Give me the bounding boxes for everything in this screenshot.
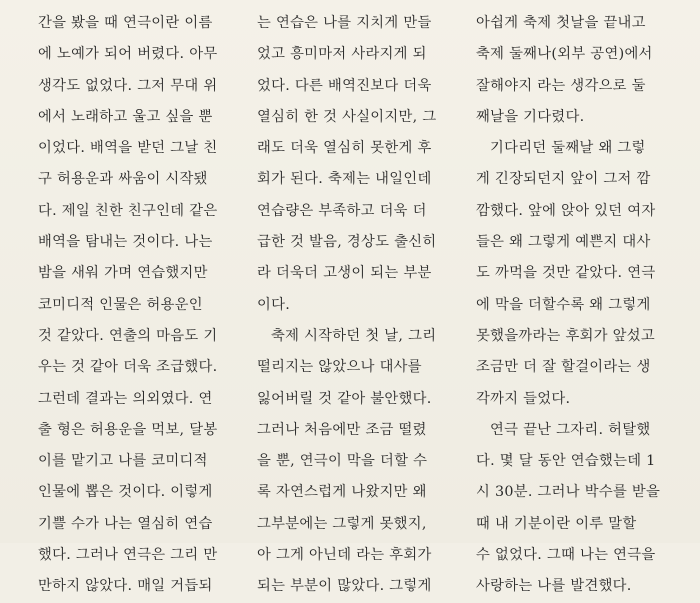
text-line: 깜했다. 앞에 앉아 있던 여자 — [476, 202, 656, 219]
text-line: 다. 몇 달 동안 연습했는데 1 — [476, 453, 656, 470]
text-line: 에서 노래하고 울고 싶을 뿐 — [38, 108, 213, 125]
text-line: 라 더욱더 고생이 되는 부분 — [257, 265, 432, 282]
text-line: 는 연습은 나를 지치게 만들 — [257, 15, 432, 31]
text-line: 코미디적 인물은 허용운인 — [38, 296, 203, 313]
text-line: 을 뿐, 연극이 막을 더할 수 — [257, 453, 428, 470]
text-line: 들은 왜 그렇게 예쁜지 대사 — [476, 234, 651, 251]
text-line: 잃어버릴 것 같아 불안했다. — [257, 390, 432, 407]
text-line: 연극 끝난 그자리. 허탈했 — [490, 421, 651, 438]
text-line: 배역을 탐내는 것이다. 나는 — [38, 234, 213, 251]
text-line: 게 긴장되던지 앞이 그저 깜 — [476, 171, 651, 188]
text-line: 이었다. 배역을 받던 그날 친 — [38, 140, 218, 157]
text-line: 었고 흥미마저 사라지게 되 — [257, 46, 427, 63]
text-line: 우는 것 같아 더욱 조급했다. — [38, 359, 218, 376]
text-line: 이다. — [257, 296, 291, 313]
text-line: 출 형은 허용운을 먹보, 달봉 — [38, 421, 218, 438]
text-line: 째날을 기다렸다. — [476, 108, 585, 125]
text-line: 축제 둘째나(외부 공연)에서 — [476, 46, 653, 63]
text-line: 에 노예가 되어 버렸다. 아무 — [38, 46, 218, 63]
text-column-1 — [38, 8, 238, 603]
text-line: 기다리던 둘째날 왜 그렇 — [490, 140, 646, 157]
text-line: 각까지 들었다. — [476, 390, 571, 407]
text-line: 떨리지는 않았으나 대사를 — [257, 359, 422, 376]
text-line: 밤을 새워 가며 연습했지만 — [38, 265, 208, 282]
text-line: 다. 제일 친한 친구인데 같은 — [38, 202, 218, 219]
text-line: 록 자연스럽게 나왔지만 왜 — [257, 484, 427, 501]
text-line: 구 허용운과 싸움이 시작됐 — [38, 171, 208, 188]
text-line: 기쁠 수가 나는 열심히 연습 — [38, 515, 213, 532]
text-line: 했다. 그러나 연극은 그리 만 — [38, 547, 218, 564]
text-line: 생각도 없었다. 그저 무대 위 — [38, 77, 218, 94]
text-line: 연습량은 부족하고 더욱 더 — [257, 202, 427, 219]
text-line: 못했을까라는 후회가 앞섰고 — [476, 327, 656, 344]
text-line: 시 30분. 그러나 박수를 받을 — [476, 484, 661, 501]
text-column-2 — [257, 8, 453, 603]
text-line: 회가 된다. 축제는 내일인데 — [257, 171, 432, 188]
text-line: 도 까먹을 것만 같았다. 연극 — [476, 265, 656, 282]
text-line: 잘해야지 라는 생각으로 둘 — [476, 77, 646, 94]
text-line: 에 막을 더할수록 왜 그렇게 — [476, 296, 651, 313]
text-line: 만하지 않았다. 매일 거듭되 — [38, 578, 213, 595]
text-line: 조금만 더 잘 할걸이라는 생 — [476, 359, 651, 376]
text-line: 때 내 기분이란 이루 말할 — [476, 515, 637, 532]
text-line: 축제 시작하던 첫 날, 그리 — [271, 327, 437, 344]
text-line: 수 없었다. 그때 나는 연극을 — [476, 547, 656, 564]
text-line: 래도 더욱 열심히 못한게 후 — [257, 140, 432, 157]
text-line: 그런데 결과는 의외였다. 연 — [38, 390, 213, 407]
text-line: 었다. 다른 배역진보다 더욱 — [257, 77, 432, 94]
text-line: 간을 봤을 때 연극이란 이름 — [38, 15, 213, 31]
text-line: 되는 부분이 많았다. 그렇게 — [257, 578, 432, 595]
text-line: 아쉽게 축제 첫날을 끝내고 — [476, 15, 646, 31]
text-line: 아 그게 아닌데 라는 후회가 — [257, 547, 432, 564]
text-line: 열심히 한 것 사실이지만, 그 — [257, 108, 437, 125]
text-line: 그부분에는 그렇게 못했지, — [257, 515, 427, 532]
text-line: 것 같았다. 연출의 마음도 기 — [38, 327, 218, 344]
text-column-3 — [476, 8, 676, 603]
text-line: 인물에 뽑은 것이다. 이렇게 — [38, 484, 213, 501]
text-line: 이를 맡기고 나를 코미디적 — [38, 453, 208, 470]
text-line: 급한 것 발음, 경상도 출신히 — [257, 234, 437, 251]
text-line: 그러나 처음에만 조금 떨렸 — [257, 421, 427, 438]
text-line: 사랑하는 나를 발견했다. — [476, 578, 632, 595]
